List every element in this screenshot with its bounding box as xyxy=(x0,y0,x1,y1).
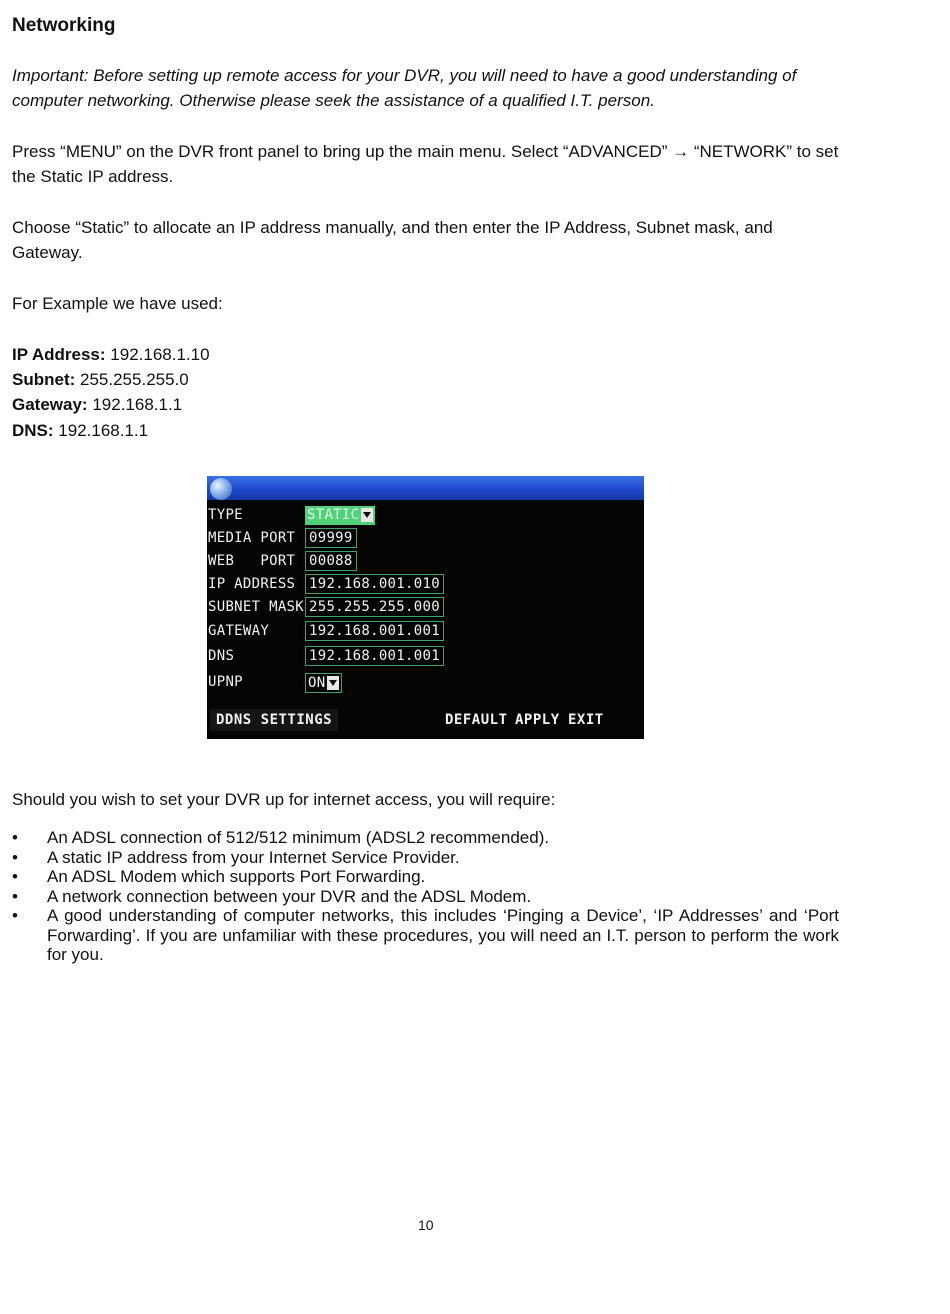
press-menu-paragraph: Press “MENU” on the DVR front panel to bring up the main menu. Select “ADVANCED” → “NETWORK” to set the Static IP address. xyxy=(12,142,839,186)
gateway-label: GATEWAY xyxy=(208,623,270,639)
media-port-field[interactable]: 09999 xyxy=(305,528,357,548)
dvr-title-bar xyxy=(207,476,644,500)
apply-button[interactable]: APPLY xyxy=(515,712,560,728)
choose-static-paragraph: Choose “Static” to allocate an IP address manually, and then enter the IP Address, Subnet mask, and Gateway. xyxy=(12,218,773,262)
web-port-label: WEB PORT xyxy=(208,553,296,569)
setting-value: 255.255.255.0 xyxy=(80,370,189,389)
example-intro: For Example we have used: xyxy=(12,294,223,313)
subnet-mask-label: SUBNET MASK xyxy=(208,599,305,615)
ddns-settings-button[interactable]: DDNS SETTINGS xyxy=(210,709,338,731)
setting-ip-address xyxy=(12,342,210,367)
type-value: STATIC xyxy=(307,507,360,523)
internet-intro: Should you wish to set your DVR up for internet access, you will require: xyxy=(12,790,556,809)
page-number: 10 xyxy=(418,1217,434,1233)
list-item: • A good understanding of computer networks, this includes ‘Pinging a Device’, ‘IP Addresses’ and ‘Port Forwarding’. If you are unfamiliar with these procedures, you will need an I.T. person to perform the work for you. xyxy=(12,906,839,965)
type-label: TYPE xyxy=(208,507,243,523)
list-item: • A network connection between your DVR and the ADSL Modem. xyxy=(12,887,839,907)
list-item: • A static IP address from your Internet Service Provider. xyxy=(12,848,839,868)
gateway-field[interactable]: 192.168.001.001 xyxy=(305,621,444,641)
exit-button[interactable]: EXIT xyxy=(568,712,604,728)
ip-address-field[interactable]: 192.168.001.010 xyxy=(305,574,444,594)
dvr-network-menu xyxy=(207,476,644,739)
upnp-label: UPNP xyxy=(208,674,243,690)
web-port-field[interactable]: 00088 xyxy=(305,551,357,571)
chevron-down-icon xyxy=(361,508,373,522)
setting-label: IP Address: xyxy=(12,345,106,364)
important-note: Important: Before setting up remote access for your DVR, you will need to have a good understanding of computer networking. Otherwise please seek the assistance of a qualified I.T. person. xyxy=(12,66,797,110)
page-heading: Networking xyxy=(12,15,116,36)
chevron-down-icon xyxy=(327,676,339,690)
setting-label: DNS: xyxy=(12,421,54,440)
media-port-label: MEDIA PORT xyxy=(208,530,296,546)
setting-value: 192.168.1.10 xyxy=(110,345,210,364)
setting-dns xyxy=(12,418,148,443)
setting-label: Subnet: xyxy=(12,370,76,389)
dns-field[interactable]: 192.168.001.001 xyxy=(305,646,444,666)
default-button[interactable]: DEFAULT xyxy=(445,712,508,728)
ip-address-label: IP ADDRESS xyxy=(208,576,296,592)
setting-subnet xyxy=(12,367,189,392)
upnp-dropdown[interactable] xyxy=(305,673,342,693)
list-item: • An ADSL connection of 512/512 minimum (ADSL2 recommended). xyxy=(12,828,839,848)
globe-icon xyxy=(210,478,232,500)
upnp-value: ON xyxy=(308,675,326,691)
requirements-list xyxy=(12,828,839,965)
dns-label: DNS xyxy=(208,648,235,664)
list-item: • An ADSL Modem which supports Port Forwarding. xyxy=(12,867,839,887)
setting-value: 192.168.1.1 xyxy=(92,395,183,414)
subnet-mask-field[interactable]: 255.255.255.000 xyxy=(305,597,444,617)
setting-gateway xyxy=(12,392,182,417)
setting-value: 192.168.1.1 xyxy=(58,421,149,440)
type-dropdown[interactable] xyxy=(305,506,375,525)
setting-label: Gateway: xyxy=(12,395,88,414)
